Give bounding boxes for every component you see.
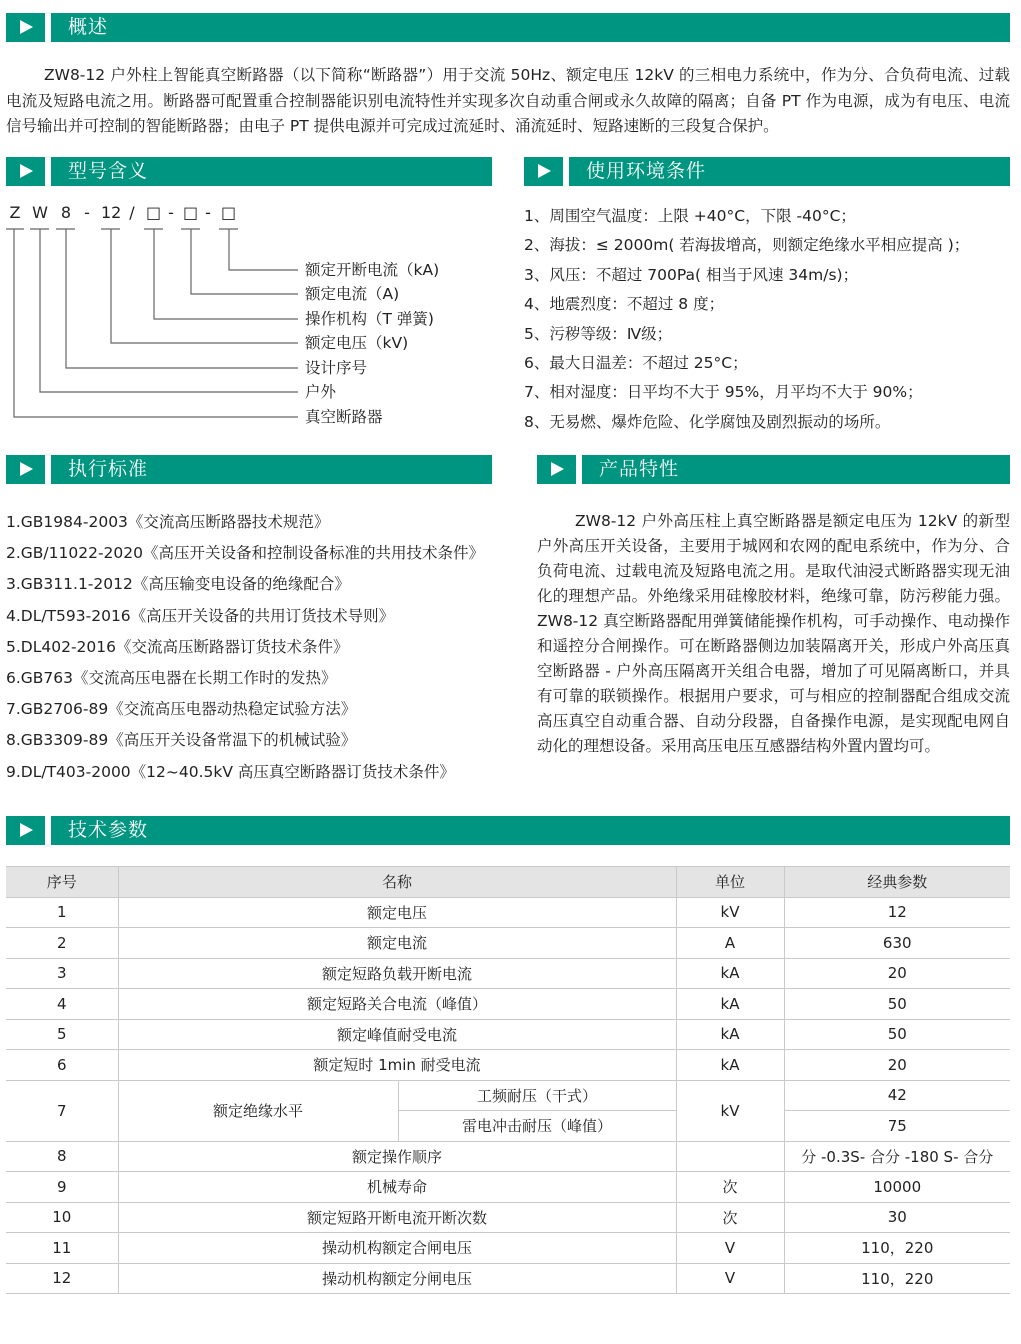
col-header-unit: 单位 (676, 867, 784, 898)
cell-name: 操动机构额定分闸电压 (118, 1263, 676, 1294)
cell-value: 10000 (784, 1172, 1010, 1203)
table-row (6, 1050, 1010, 1081)
cell-no: 8 (6, 1141, 118, 1172)
cell-value: 110，220 (784, 1233, 1010, 1264)
cell-name: 操动机构额定合闸电压 (118, 1233, 676, 1264)
section-title: 技术参数 (51, 816, 1010, 845)
model-char-dash: - (205, 203, 211, 222)
tech-params-table (6, 866, 1010, 1294)
section-title: 型号含义 (51, 157, 492, 186)
model-label-breaking-current: 额定开断电流（kA) (305, 261, 440, 279)
section-title: 概述 (51, 13, 1010, 42)
model-char-box: □ (220, 203, 237, 222)
cell-value: 20 (784, 958, 1010, 989)
cell-no: 7 (6, 1080, 118, 1141)
cell-name: 额定短路关合电流（峰值） (118, 989, 676, 1020)
section-title: 产品特性 (582, 455, 1010, 484)
list-item: 5、污秽等级：Ⅳ级； (524, 324, 673, 343)
list-item: 1.GB1984-2003《交流高压断路器技术规范》 (6, 513, 330, 531)
cell-no: 12 (6, 1263, 118, 1294)
features-paragraph (537, 509, 1010, 759)
cell-subname: 工频耐压（干式） (398, 1080, 676, 1111)
section-header-environment (524, 157, 1010, 186)
model-label-outdoor: 户外 (305, 383, 337, 401)
cell-no: 9 (6, 1172, 118, 1203)
model-char-box: □ (182, 203, 199, 222)
list-item: 7、相对湿度：日平均不大于 95%，月平均不大于 90%； (524, 383, 923, 402)
cell-subname: 雷电冲击耐压（峰值） (398, 1111, 676, 1142)
cell-name: 额定操作顺序 (118, 1141, 676, 1172)
list-item: 8.GB3309-89《高压开关设备常温下的机械试验》 (6, 731, 357, 750)
cell-no: 3 (6, 958, 118, 989)
list-item: 6.GB763《交流高压电器在长期工作时的发热》 (6, 668, 337, 687)
overview-paragraph (6, 63, 1010, 140)
model-label-rated-current: 额定电流（A) (305, 285, 400, 303)
cell-unit: kA (676, 958, 784, 989)
table-row (6, 1019, 1010, 1050)
section-header-tech-params (6, 816, 1010, 845)
model-char-dash: - (84, 203, 90, 222)
cell-unit: 次 (676, 1202, 784, 1233)
play-arrow-icon (6, 455, 45, 484)
model-label-vacuum-breaker: 真空断路器 (305, 408, 383, 426)
cell-value: 50 (784, 1019, 1010, 1050)
model-code-diagram (0, 195, 500, 435)
cell-value: 分 -0.3S- 合分 -180 S- 合分 (784, 1141, 1010, 1172)
overview-text: ZW8-12 户外柱上智能真空断路器（以下简称“断路器”）用于交流 50Hz、额定电压 12kV 的三相电力系统中，作为分、合负荷电流、过载电流及短路电流之用。断路器可配置重合控制器能识别电流特性并实现多次自动重合闸或永久故障的隔离；自备 PT 作为电源，成为有电压、电流信号输出并可控制的智能断路器；由电子 PT 提供电源并可完成过流延时、涌流延时、短路速断的三段复合保护。 (6, 66, 1010, 135)
cell-unit: V (676, 1233, 784, 1264)
features-text: ZW8-12 户外高压柱上真空断路器是额定电压为 12kV 的新型户外高压开关设备，主要用于城网和农网的配电系统中，作为分、合负荷电流、过载电流及短路电流之用。是取代油浸式断路器实现无油化的理想产品。外绝缘采用硅橡胶材料，绝缘可靠，防污秽能力强。ZW8-12 真空断路器配用弹簧储能操作机构，可手动操作、电动操作和遥控分合闸操作。可在断路器侧边加装隔离开关，形成户外高压真空断路器 - 户外高压隔离开关组合电器，增加了可见隔离断口，并具有可靠的联锁操作。根据用户要求，可与相应的控制器配合组成交流高压真空自动重合器、自动分段器，自备操作电源，是实现配电网自动化的理想设备。采用高压电压互感器结构外置内置均可。 (537, 512, 1010, 755)
table-row (6, 958, 1010, 989)
model-char-8: 8 (60, 203, 72, 222)
cell-unit: kA (676, 1019, 784, 1050)
cell-value: 50 (784, 989, 1010, 1020)
table-row (6, 1233, 1010, 1264)
table-row (6, 1141, 1010, 1172)
list-item: 8、无易燃、爆炸危险、化学腐蚀及剧烈振动的场所。 (524, 412, 891, 431)
section-header-features (537, 455, 1010, 484)
play-arrow-icon (6, 13, 45, 42)
list-item: 4、地震烈度：不超过 8 度； (524, 295, 725, 314)
cell-value: 12 (784, 897, 1010, 928)
table-row-insulation (6, 1080, 1010, 1111)
cell-name: 额定短路负载开断电流 (118, 958, 676, 989)
cell-name: 机械寿命 (118, 1172, 676, 1203)
play-arrow-icon (6, 816, 45, 845)
cell-value: 110，220 (784, 1263, 1010, 1294)
cell-unit: V (676, 1263, 784, 1294)
cell-unit: 次 (676, 1172, 784, 1203)
cell-unit: A (676, 928, 784, 959)
col-header-no: 序号 (6, 867, 118, 898)
cell-name: 额定绝缘水平 (118, 1080, 398, 1141)
model-label-rated-voltage: 额定电压（kV) (305, 334, 409, 352)
cell-value: 75 (784, 1111, 1010, 1142)
list-item: 9.DL/T403-2000《12~40.5kV 高压真空断路器订货技术条件》 (6, 762, 455, 781)
cell-unit (676, 1141, 784, 1172)
table-header-row (6, 867, 1010, 898)
cell-no: 5 (6, 1019, 118, 1050)
model-char-slash: / (129, 203, 135, 222)
table-row (6, 897, 1010, 928)
cell-no: 11 (6, 1233, 118, 1264)
cell-name: 额定峰值耐受电流 (118, 1019, 676, 1050)
cell-no: 4 (6, 989, 118, 1020)
section-header-overview (6, 13, 1010, 42)
model-char-w: W (32, 203, 48, 222)
cell-no: 1 (6, 897, 118, 928)
section-title: 使用环境条件 (569, 157, 1010, 186)
model-label-design-no: 设计序号 (305, 359, 368, 377)
standards-list (6, 507, 484, 788)
table-row (6, 1263, 1010, 1294)
cell-value: 30 (784, 1202, 1010, 1233)
table-row (6, 1202, 1010, 1233)
list-item: 1、周围空气温度：上限 +40°C，下限 -40°C； (524, 207, 856, 225)
list-item: 6、最大日温差：不超过 25°C； (524, 353, 748, 372)
cell-unit: kV (676, 1080, 784, 1141)
list-item: 3.GB311.1-2012《高压输变电设备的绝缘配合》 (6, 575, 350, 594)
cell-name: 额定电流 (118, 928, 676, 959)
list-item: 5.DL402-2016《交流高压断路器订货技术条件》 (6, 637, 349, 656)
play-arrow-icon (524, 157, 563, 186)
cell-name: 额定短路开断电流开断次数 (118, 1202, 676, 1233)
cell-no: 10 (6, 1202, 118, 1233)
model-char-z: Z (9, 203, 21, 222)
play-arrow-icon (537, 455, 576, 484)
cell-value: 20 (784, 1050, 1010, 1081)
table-row (6, 1172, 1010, 1203)
table-row (6, 928, 1010, 959)
cell-value: 630 (784, 928, 1010, 959)
list-item: 3、风压：不超过 700Pa( 相当于风速 34m/s)； (524, 265, 859, 284)
list-item: 2.GB/11022-2020《高压开关设备和控制设备标准的共用技术条件》 (6, 544, 485, 563)
cell-value: 42 (784, 1080, 1010, 1111)
cell-no: 6 (6, 1050, 118, 1081)
model-label-mechanism: 操作机构（T 弹簧) (305, 310, 434, 328)
model-char-12: 12 (101, 203, 122, 222)
section-header-model-meaning (6, 157, 492, 186)
cell-name: 额定短时 1min 耐受电流 (118, 1050, 676, 1081)
cell-no: 2 (6, 928, 118, 959)
cell-name: 额定电压 (118, 897, 676, 928)
cell-unit: kV (676, 897, 784, 928)
section-header-standards (6, 455, 492, 484)
environment-list (524, 202, 969, 437)
col-header-value: 经典参数 (784, 867, 1010, 898)
list-item: 2、海拔：≤ 2000m( 若海拔增高，则额定绝缘水平相应提高 )； (524, 236, 970, 255)
cell-unit: kA (676, 989, 784, 1020)
col-header-name: 名称 (118, 867, 676, 898)
model-char-box: □ (145, 203, 162, 222)
list-item: 7.GB2706-89《交流高压电器动热稳定试验方法》 (6, 700, 357, 719)
model-char-dash: - (168, 203, 174, 222)
list-item: 4.DL/T593-2016《高压开关设备的共用订货技术导则》 (6, 606, 395, 625)
table-row (6, 989, 1010, 1020)
cell-unit: kA (676, 1050, 784, 1081)
section-title: 执行标准 (51, 455, 492, 484)
play-arrow-icon (6, 157, 45, 186)
